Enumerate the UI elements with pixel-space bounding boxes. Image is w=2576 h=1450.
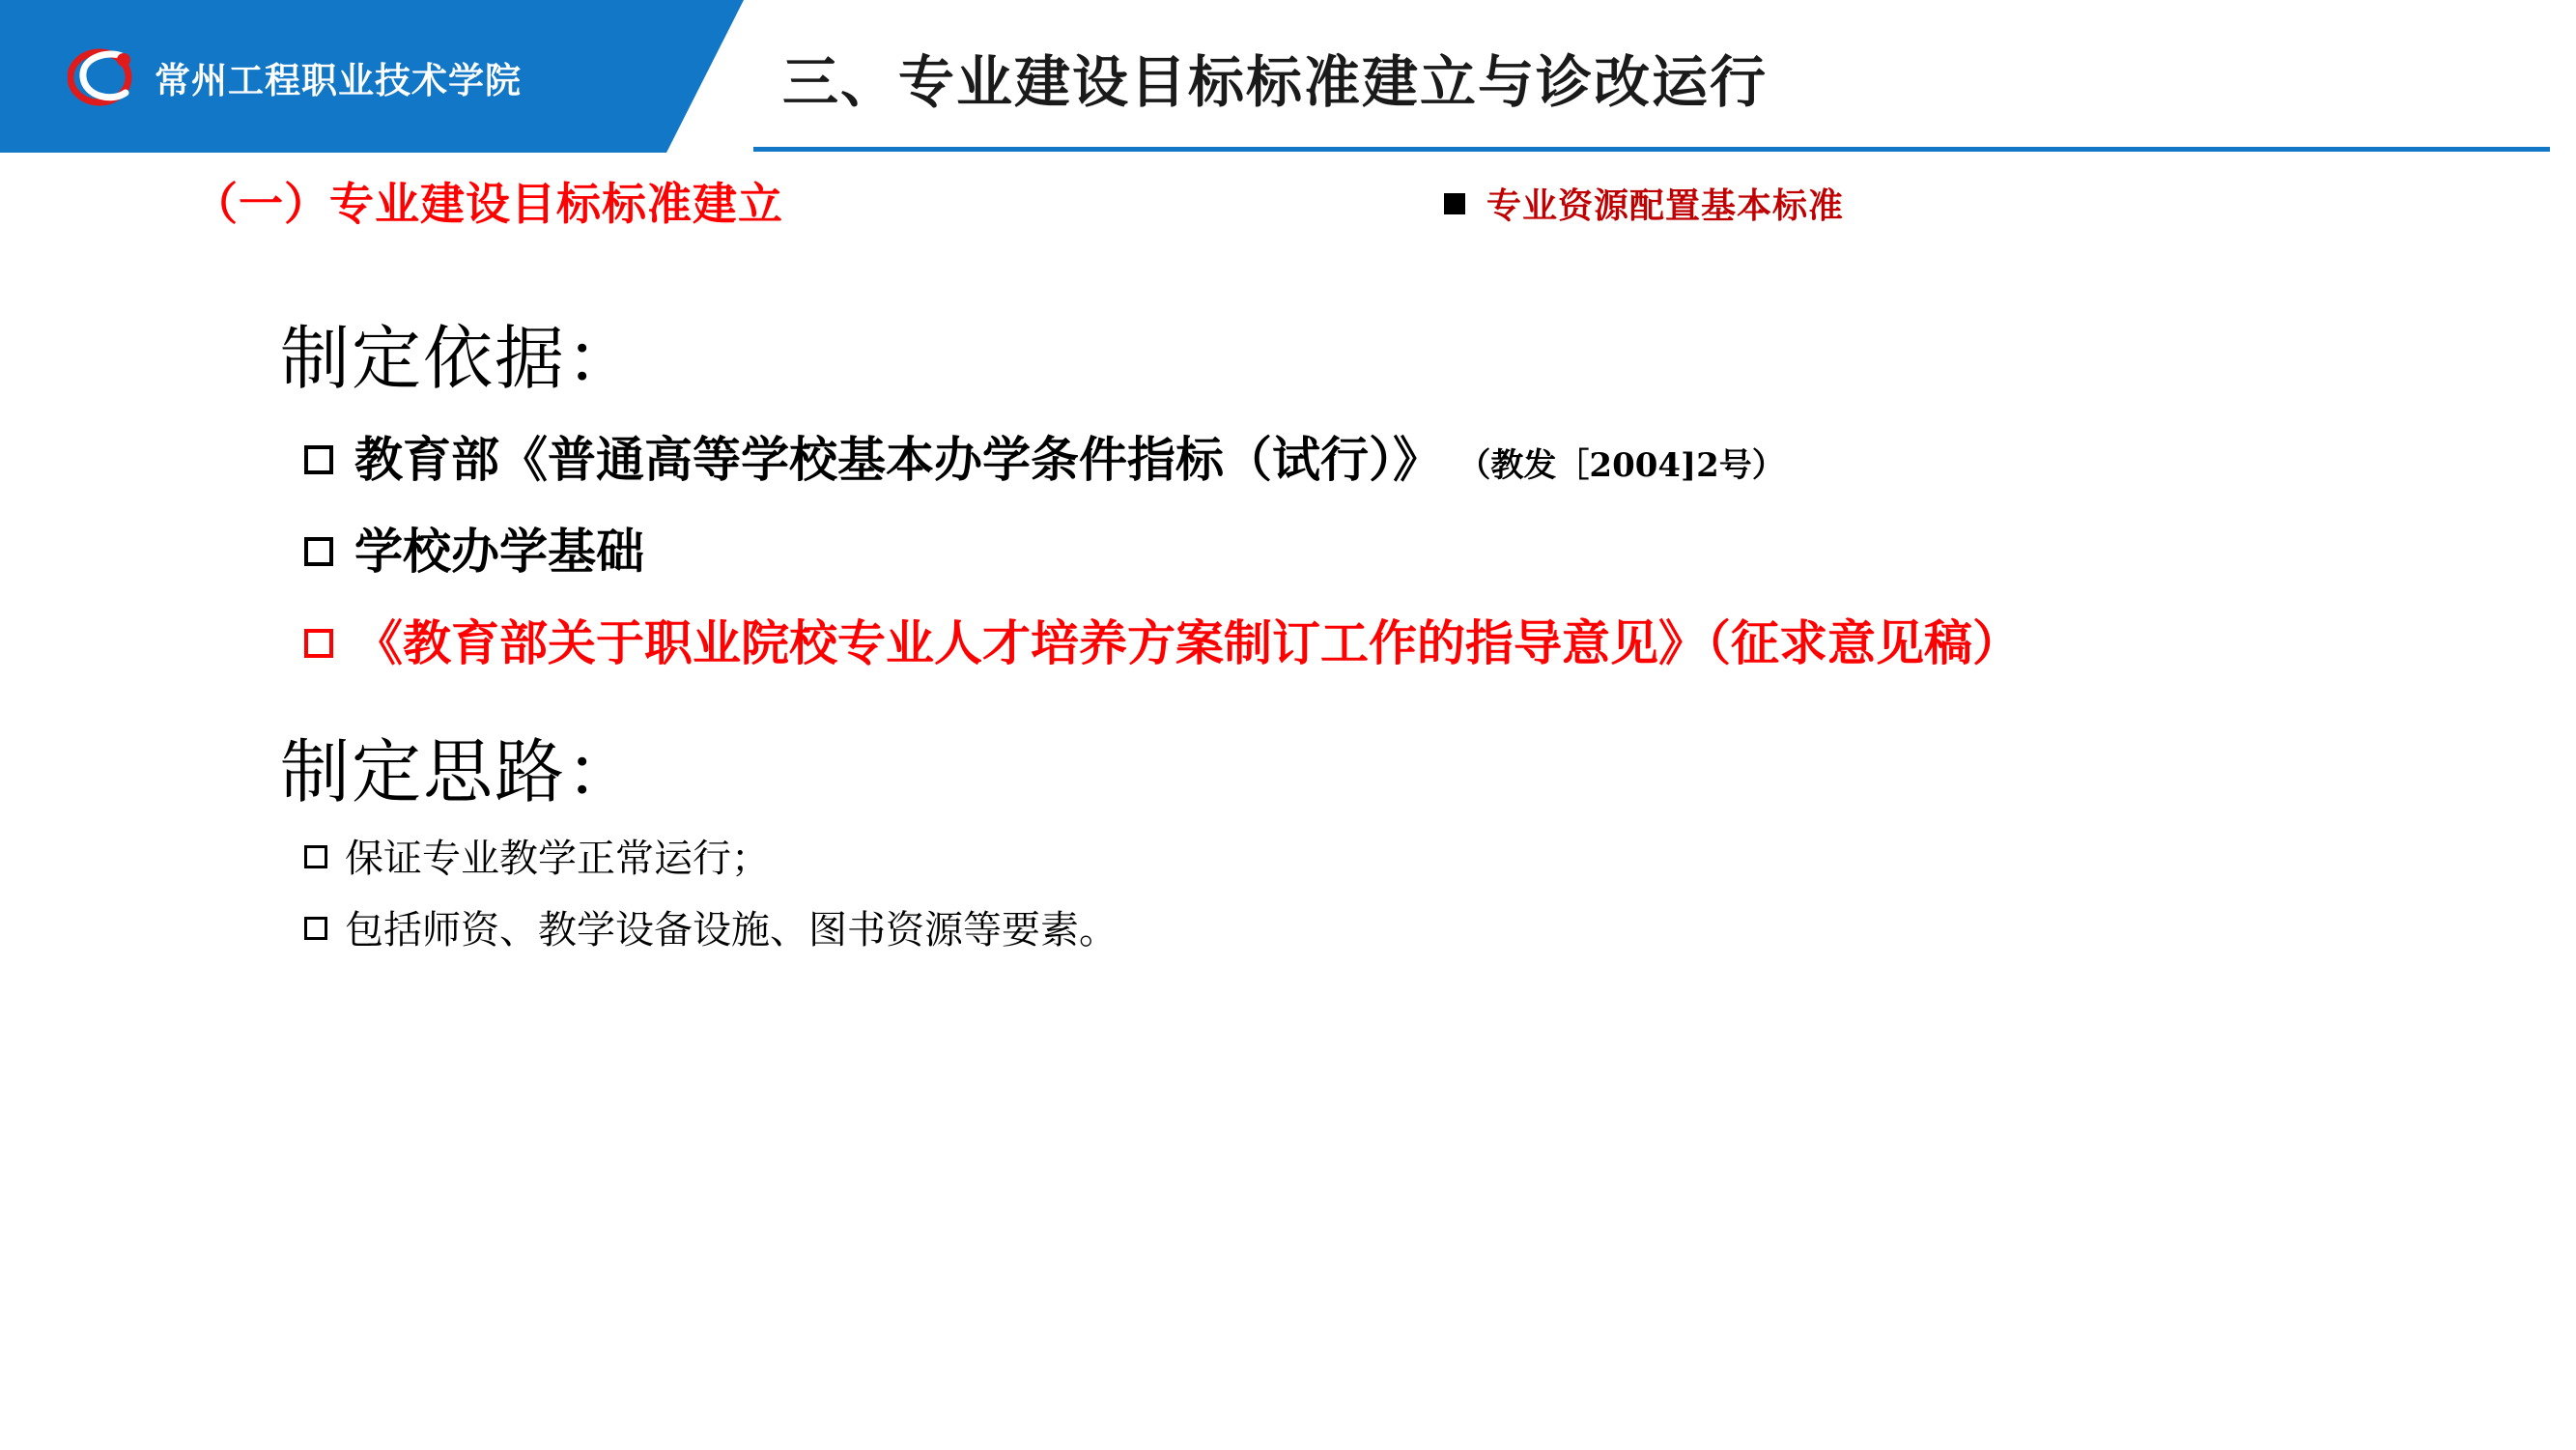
subheader-bullet-label: 专业资源配置基本标准 bbox=[1486, 186, 1845, 226]
slide-title: 三、专业建设目标标准建立与诊改运行 bbox=[782, 49, 1769, 115]
subheader-row bbox=[0, 169, 2576, 237]
list-item bbox=[304, 520, 2506, 583]
heading-basis: 制定依据： bbox=[280, 318, 638, 399]
hollow-square-bullet-icon bbox=[304, 917, 327, 940]
basis-item-text: 教育部《普通高等学校基本办学条件指标（试行）》 bbox=[354, 430, 1441, 488]
header-divider bbox=[753, 147, 2550, 152]
approach-item-text: 包括师资、教学设备设施、图书资源等要素。 bbox=[345, 907, 1118, 952]
slide-body bbox=[0, 319, 2576, 955]
hollow-square-bullet-icon bbox=[304, 537, 333, 566]
heading-approach: 制定思路： bbox=[280, 730, 638, 812]
hollow-square-bullet-icon bbox=[304, 445, 333, 474]
swirl-logo-icon bbox=[68, 46, 139, 108]
slide-header bbox=[0, 0, 2576, 155]
basis-item-text: 学校办学基础 bbox=[354, 522, 644, 580]
institution-logo bbox=[68, 46, 522, 108]
basis-item-note: （教发［2004]2号） bbox=[1458, 445, 1785, 485]
list-item bbox=[304, 834, 2576, 884]
institution-name: 常州工程职业技术学院 bbox=[155, 60, 522, 101]
hollow-square-bullet-icon bbox=[304, 845, 327, 868]
list-item bbox=[304, 611, 2506, 674]
approach-item-text: 保证专业教学正常运行； bbox=[345, 836, 770, 881]
hollow-square-bullet-icon bbox=[304, 629, 333, 658]
square-bullet-icon bbox=[1444, 193, 1465, 214]
subheader-bullet-group bbox=[1444, 179, 1844, 228]
list-item bbox=[304, 428, 2506, 491]
section-label: （一）专业建设目标标准建立 bbox=[193, 178, 783, 230]
list-item bbox=[304, 905, 2576, 955]
basis-item-text: 《教育部关于职业院校专业人才培养方案制订工作的指导意见》（征求意见稿） bbox=[354, 613, 2021, 671]
